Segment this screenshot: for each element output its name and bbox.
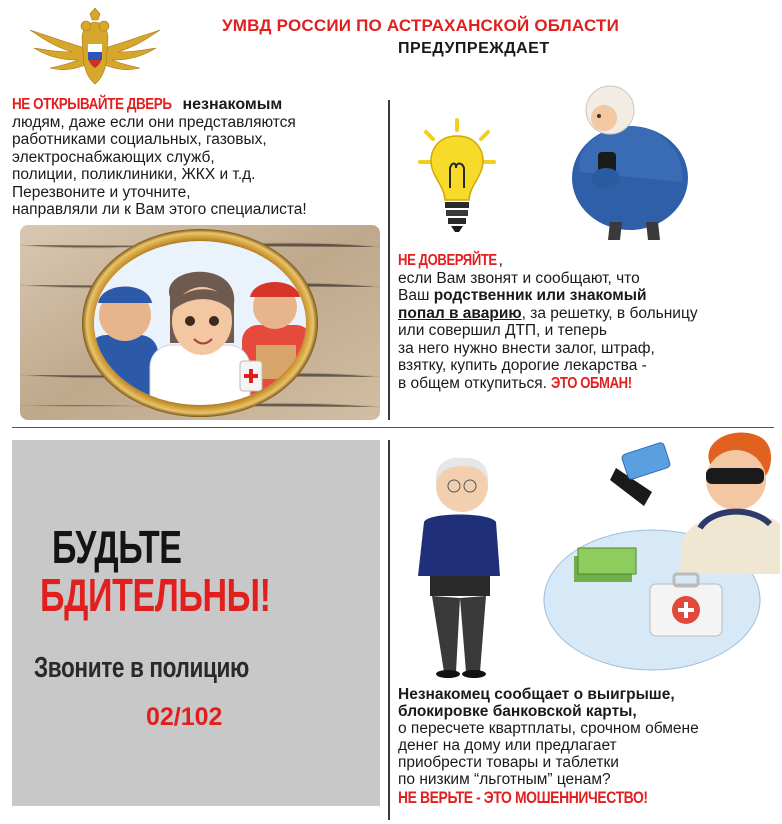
fraud-line-bold: блокировке банковской карты, <box>398 703 637 720</box>
door-line: Перезвоните и уточните, <box>12 183 191 201</box>
trust-line: если Вам звонят и сообщают, что <box>398 269 640 287</box>
trust-line: или совершил ДТП, и теперь <box>398 322 607 339</box>
vertical-divider <box>388 100 390 420</box>
door-line: направляли ли к Вам этого специалиста! <box>12 201 307 218</box>
vertical-divider <box>388 440 390 820</box>
trust-line <box>398 375 772 393</box>
trust-line-part: , за решетку, в больницу <box>521 304 698 322</box>
lightbulb-icon <box>418 118 496 238</box>
door-warning-text <box>12 96 384 219</box>
door-line: работниками социальных, газовых, <box>12 131 267 148</box>
double-headed-eagle-icon <box>20 8 170 88</box>
call-police-label: Звоните в полицию <box>34 652 249 684</box>
door-warning-black: незнакомым <box>178 96 283 113</box>
fraud-line: о пересчете квартплаты, срочном обмене <box>398 720 699 737</box>
trust-line <box>398 287 772 305</box>
trust-line-part: Ваш <box>398 287 434 304</box>
header-title: УМВД РОССИИ ПО АСТРАХАНСКОЙ ОБЛАСТИ <box>222 16 620 35</box>
peephole-visitors-illustration <box>20 225 380 420</box>
masked-thief-illustration <box>540 424 780 674</box>
fraud-line: денег на дому или предлагает <box>398 737 617 754</box>
header-subtitle: ПРЕДУПРЕЖДАЕТ <box>398 40 550 57</box>
door-warning-lead <box>12 96 384 114</box>
trust-line <box>398 305 772 323</box>
police-phone-number: 02/102 <box>146 703 223 731</box>
door-line: электроснабжающих служб, <box>12 148 215 166</box>
fraud-warning-red <box>398 789 772 806</box>
trust-warning-red: НЕ ДОВЕРЯЙТЕ <box>398 252 497 269</box>
fraud-line: по низким “льготным” ценам? <box>398 771 611 788</box>
vigilance-panel <box>12 440 380 806</box>
elderly-man-illustration <box>410 452 506 678</box>
trust-warning-text <box>398 252 772 392</box>
fraud-warning-text <box>398 686 772 806</box>
elderly-woman-phone-illustration <box>550 82 690 242</box>
trust-line: взятку, купить дорогие лекарства - <box>398 357 647 374</box>
trust-line: за него нужно внести залог, штраф, <box>398 339 655 357</box>
trust-warning-lead <box>398 252 772 270</box>
vigilance-title-line2: БДИТЕЛЬНЫ! <box>40 569 271 621</box>
trust-deception-label: ЭТО ОБМАН! <box>551 374 632 392</box>
fraud-warning-label: НЕ ВЕРЬТЕ - ЭТО МОШЕННИЧЕСТВО! <box>398 788 648 807</box>
trust-line-part: в общем откупиться. <box>398 374 552 392</box>
trust-line-bold: попал в аварию <box>398 304 522 322</box>
vigilance-title-line1: БУДЬТЕ <box>52 521 182 573</box>
fraud-line-bold: Незнакомец сообщает о выигрыше, <box>398 686 675 703</box>
trust-line-bold: родственник или знакомый <box>433 287 647 304</box>
fraud-line: приобрести товары и таблетки <box>398 754 619 771</box>
door-warning-red: НЕ ОТКРЫВАЙТЕ ДВЕРЬ <box>12 96 172 113</box>
trust-warning-comma: , <box>498 252 503 269</box>
door-line: полиции, поликлиники, ЖКХ и т.д. <box>12 166 256 183</box>
door-line: людям, даже если они представляются <box>12 113 296 131</box>
